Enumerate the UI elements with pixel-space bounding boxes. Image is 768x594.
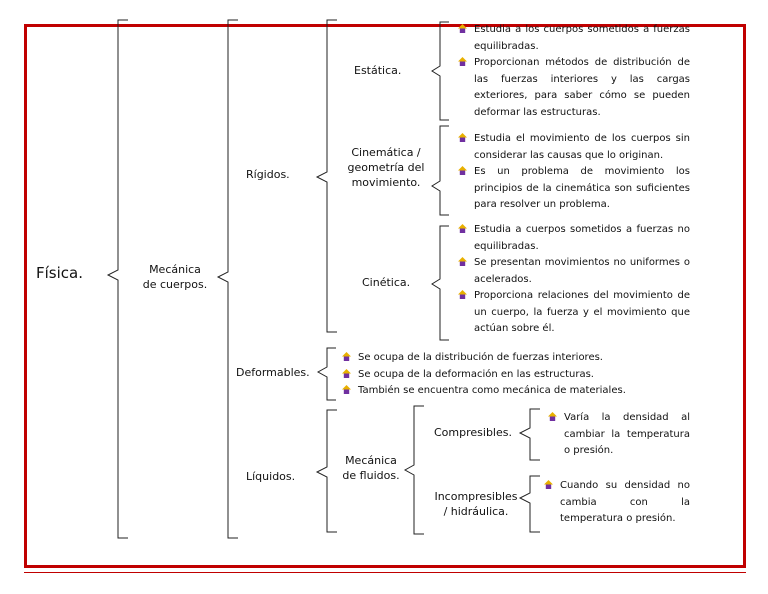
mecanica-line-2: de cuerpos.: [142, 278, 208, 291]
root-label: Física.: [36, 264, 83, 282]
cinematica-list: [456, 131, 690, 214]
compresibles-list: [546, 410, 690, 460]
bracket-deformables: [318, 348, 336, 400]
bullet-item: [542, 478, 690, 528]
fluidos-line-2: de fluidos.: [342, 469, 400, 482]
bracket-fisica: [108, 20, 128, 538]
deformables-label: Deformables.: [236, 366, 310, 379]
bullet-item: [456, 222, 690, 255]
incompresibles-line-1: Incompresibles: [434, 490, 518, 503]
estatica-label: Estática.: [354, 64, 402, 77]
cinematica-label: [341, 145, 431, 190]
bullet-item: [340, 367, 640, 384]
bullet-item: [456, 131, 690, 164]
bullet-item: [340, 383, 640, 400]
mecanica-fluidos-label: [336, 453, 406, 483]
bullet-text: Proporcionan métodos de distribución de las fuerzas interiores y las cargas exteriores, para saber cómo se pueden deformar las estructuras.: [474, 57, 690, 118]
bullet-text: Estudia a cuerpos sometidos a fuerzas no equilibradas.: [474, 224, 690, 252]
arrow-bullet-icon: [458, 133, 467, 142]
bullet-item: [456, 55, 690, 121]
arrow-bullet-icon: [458, 57, 467, 66]
bullet-text: Proporciona relaciones del movimiento de un cuerpo, la fuerza y el movimiento que actúan sobre él.: [474, 290, 690, 334]
bracket-compresibles: [520, 409, 540, 460]
arrow-bullet-icon: [342, 385, 351, 394]
mecanica-cuerpos-label: [135, 262, 215, 292]
bullet-text: Se ocupa de la deformación en las estructuras.: [358, 368, 594, 380]
liquidos-label: Líquidos.: [246, 470, 296, 483]
deformables-list: [340, 350, 640, 400]
arrow-bullet-icon: [458, 257, 467, 266]
bracket-rigidos: [317, 20, 337, 332]
bullet-text: Es un problema de movimiento los principios de la cinemática son suficientes para resolver un problema.: [474, 166, 690, 210]
bullet-text: Cuando su densidad no cambia con la temperatura o presión.: [560, 480, 690, 524]
bullet-text: Se ocupa de la distribución de fuerzas interiores.: [358, 352, 603, 363]
arrow-bullet-icon: [458, 24, 467, 33]
bracket-mecanica: [218, 20, 238, 538]
bracket-liquidos: [317, 410, 337, 532]
rigidos-label: Rígidos.: [246, 168, 290, 181]
bullet-text: Se presentan movimientos no uniformes o acelerados.: [474, 257, 690, 285]
cinetica-list: [456, 222, 690, 338]
bracket-cinematica: [432, 126, 449, 215]
bullet-item: [456, 22, 690, 55]
bullet-text: Varía la densidad al cambiar la temperatura o presión.: [564, 412, 690, 456]
arrow-bullet-icon: [544, 480, 553, 489]
bullet-item: [456, 164, 690, 214]
arrow-bullet-icon: [458, 166, 467, 175]
estatica-list: [456, 22, 690, 121]
bracket-estatica: [432, 22, 449, 120]
arrow-bullet-icon: [342, 352, 351, 361]
incompresibles-list: [542, 478, 690, 528]
bullet-item: [340, 350, 640, 367]
cinematica-line-2: geometría del: [347, 161, 425, 174]
bullet-item: [546, 410, 690, 460]
bullet-item: [456, 255, 690, 288]
cinetica-label: Cinética.: [362, 276, 411, 289]
bracket-fluidos: [405, 406, 424, 534]
fluidos-line-1: Mecánica: [345, 454, 397, 467]
arrow-bullet-icon: [458, 224, 467, 233]
bullet-text: Estudia el movimiento de los cuerpos sin considerar las causas que lo originan.: [474, 133, 690, 161]
cinematica-line-1: Cinemática /: [351, 146, 421, 159]
cinematica-line-3: movimiento.: [351, 176, 421, 189]
bracket-cinetica: [432, 226, 449, 340]
compresibles-label: Compresibles.: [434, 426, 512, 439]
arrow-bullet-icon: [548, 412, 557, 421]
arrow-bullet-icon: [342, 369, 351, 378]
bullet-text: Estudia a los cuerpos sometidos a fuerzas equilibradas.: [474, 24, 690, 52]
bullet-text: También se encuentra como mecánica de materiales.: [358, 385, 626, 396]
mecanica-line-1: Mecánica: [149, 263, 201, 276]
arrow-bullet-icon: [458, 290, 467, 299]
incompresibles-label: [428, 489, 524, 519]
bullet-item: [456, 288, 690, 338]
incompresibles-line-2: / hidráulica.: [443, 505, 509, 518]
